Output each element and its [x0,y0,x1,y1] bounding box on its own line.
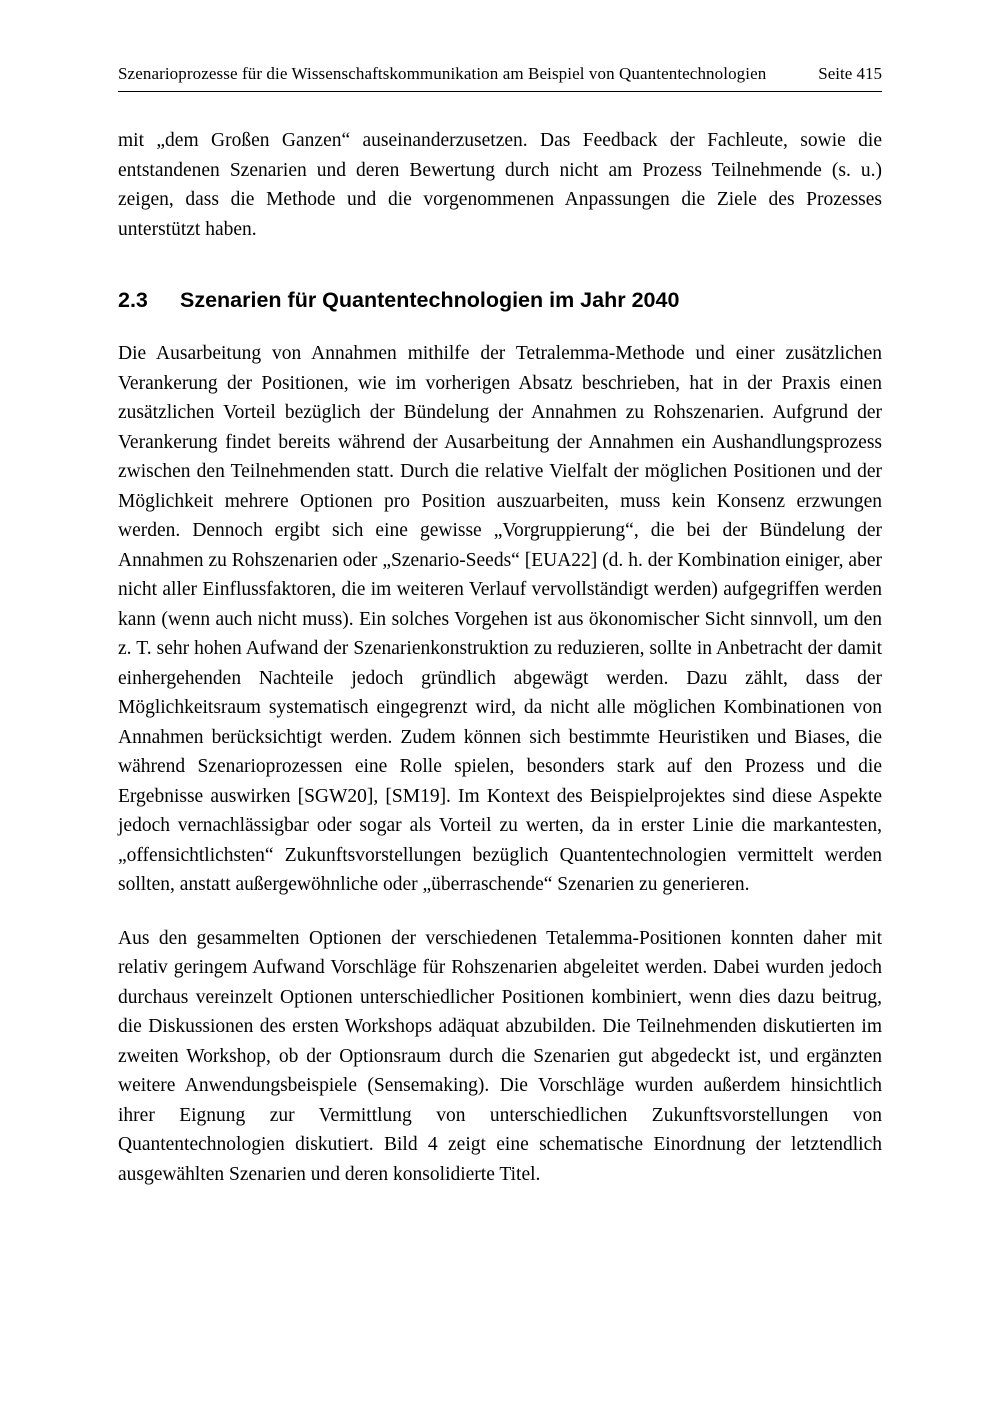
section-heading [118,288,882,313]
running-header-title: Szenarioprozesse für die Wissenschaftskommunikation am Beispiel von Quantentechnologien [118,64,767,83]
section-title: Szenarien für Quantentechnologien im Jahr 2040 [180,288,680,312]
page-number: Seite 415 [818,64,882,83]
section-number: 2.3 [118,288,148,312]
running-header [118,64,882,92]
paragraph-main: Die Ausarbeitung von Annahmen mithilfe der Tetralemma-Methode und einer zusätzlichen Verankerung der Positionen, wie im vorherigen Absatz beschrieben, hat in der Praxis einen zusätzlichen Vorteil bezüglich der Bündelung der Annahmen zu Rohszenarien. Aufgrund der Verankerung findet bereits während der Ausarbeitung der Annahmen ein Aushandlungsprozess zwischen den Teilnehmenden statt. Durch die relative Vielfalt der möglichen Positionen und der Möglichkeit mehrere Optionen pro Position auszuarbeiten, muss kein Konsenz erzwungen werden. Dennoch ergibt sich eine gewisse „Vorgruppierung“, die bei der Bündelung der Annahmen zu Rohszenarien oder „Szenario-Seeds“ [EUA22] (d. h. der Kombination einiger, aber nicht aller Einflussfaktoren, die im weiteren Verlauf vervollständigt werden) aufgegriffen werden kann (wenn auch nicht muss). Ein solches Vorgehen ist aus ökonomischer Sicht sinnvoll, um den z. T. sehr hohen Aufwand der Szenarienkonstruktion zu reduzieren, sollte in Anbetracht der damit einhergehenden Nachteile jedoch gründlich abgewägt werden. Dazu zählt, dass der Möglichkeitsraum systematisch eingegrenzt wird, da nicht alle möglichen Kombinationen von Annahmen berücksichtigt werden. Zudem können sich bestimmte Heuristiken und Biases, die während Szenarioprozessen eine Rolle spielen, besonders stark auf den Prozess und die Ergebnisse auswirken [SGW20], [SM19]. Im Kontext des Beispielprojektes sind diese Aspekte jedoch vernachlässigbar oder sogar als Vorteil zu werten, da in erster Linie die markantesten, „offensichtlichsten“ Zukunftsvorstellungen bezüglich Quantentechnologien vermittelt werden sollten, anstatt außergewöhnliche oder „überraschende“ Szenarien zu generieren. [118,343,882,895]
paragraph-closing: Aus den gesammelten Optionen der verschiedenen Tetalemma-Positionen konnten daher mit relativ geringem Aufwand Vorschläge für Rohszenarien abgeleitet werden. Dabei wurden jedoch durchaus vereinzelt Optionen unterschiedlicher Positionen kombiniert, wenn dies dazu beitrug, die Diskussionen des ersten Workshops adäquat abzubilden. Die Teilnehmenden diskutierten im zweiten Workshop, ob der Optionsraum durch die Szenarien gut abgedeckt ist, und ergänzten weitere Anwendungsbeispiele (Sensemaking). Die Vorschläge wurden außerdem hinsichtlich ihrer Eignung zur Vermittlung von unterschiedlichen Zukunftsvorstellungen von Quantentechnologien diskutiert. Bild 4 zeigt eine schematische Einordnung der letztendlich ausgewählten Szenarien und deren konsolidierte Titel. [118,927,882,1185]
paragraph-intro: mit „dem Großen Ganzen“ auseinanderzusetzen. Das Feedback der Fachleute, sowie die entstandenen Szenarien und deren Bewertung durch nicht am Prozess Teilnehmende (s. u.) zeigen, dass die Methode und die vorgenommenen Anpassungen die Ziele des Prozesses unterstützt haben. [118,130,882,240]
document-body [118,126,882,1189]
